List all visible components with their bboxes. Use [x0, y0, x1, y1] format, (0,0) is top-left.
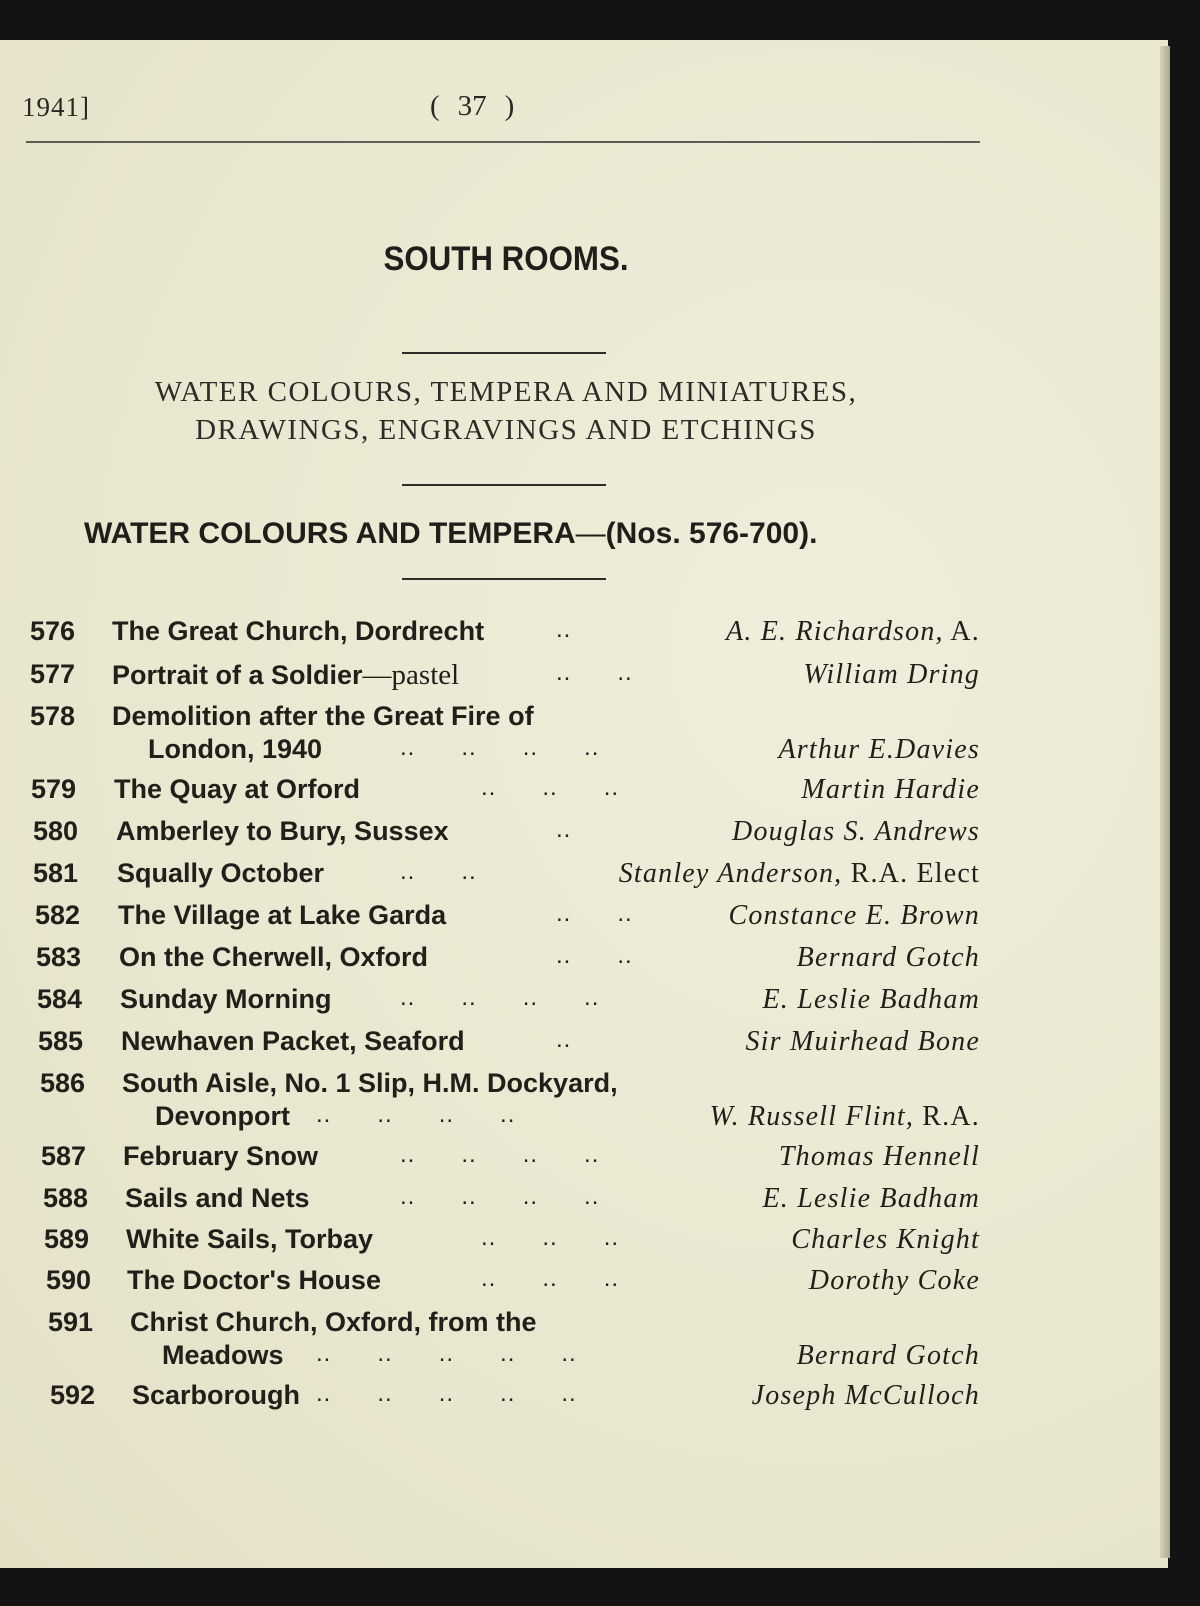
entry-title: Squally October — [117, 858, 325, 888]
entry-work — [114, 774, 360, 805]
entry-title: February Snow — [123, 1141, 319, 1171]
leader-dots: .. .. — [556, 942, 633, 969]
entry-artist — [778, 734, 980, 766]
subheading-line-2: DRAWINGS, ENGRAVINGS AND ETCHINGS — [195, 414, 817, 446]
divider-rule-2 — [402, 484, 606, 486]
entry-number: 579 — [31, 774, 77, 804]
entry-number: 590 — [46, 1265, 92, 1295]
artist-name: Constance E. Brown — [728, 900, 980, 931]
artist-name: E. Leslie Badham — [762, 984, 980, 1015]
entry-number: 589 — [44, 1224, 90, 1254]
entry-title: South Aisle, No. 1 Slip, H.M. Dockyard, — [122, 1068, 618, 1098]
entry-work — [123, 1141, 318, 1172]
entry-title: Christ Church, Oxford, from the — [130, 1307, 537, 1337]
entry-work — [122, 1068, 618, 1099]
entry-number: 591 — [48, 1307, 94, 1337]
leader-dots: .. .. .. — [481, 774, 620, 801]
artist-name: William Dring — [803, 659, 980, 690]
leader-dots: .. .. — [400, 858, 477, 885]
leader-dots: .. .. .. .. — [400, 984, 600, 1011]
artist-distinction: R.A. — [914, 1101, 980, 1132]
catalogue-entry — [0, 1224, 990, 1264]
entry-medium: —pastel — [362, 659, 460, 691]
page-title: SOUTH ROOMS. — [383, 240, 629, 278]
entry-title: The Great Church, Dordrecht — [112, 616, 485, 646]
catalogue-entry — [0, 816, 990, 856]
leader-dots: .. .. .. .. — [400, 1183, 600, 1210]
entry-work — [112, 659, 459, 692]
entry-number: 581 — [33, 858, 79, 888]
entry-work — [118, 900, 446, 931]
artist-distinction: R.A. Elect — [842, 858, 980, 889]
artist-name: Dorothy Coke — [808, 1265, 980, 1296]
entry-number: 588 — [43, 1183, 89, 1213]
entry-number: 578 — [30, 701, 76, 731]
entry-work — [112, 701, 534, 732]
entry-title-continuation: Meadows — [162, 1340, 284, 1370]
entry-work — [126, 1224, 373, 1255]
leader-dots: .. — [556, 816, 572, 843]
entry-title-continuation: London, 1940 — [148, 734, 323, 764]
page-number-close: ) — [504, 90, 515, 122]
leader-dots: .. .. .. .. — [400, 734, 600, 761]
entry-number: 583 — [36, 942, 82, 972]
catalogue-entry — [0, 900, 990, 940]
entry-number: 592 — [50, 1380, 96, 1410]
divider-rule-3 — [402, 578, 606, 580]
catalogue-entry — [0, 1068, 990, 1142]
entry-number: 585 — [38, 1026, 84, 1056]
section-heading — [84, 517, 817, 551]
leader-dots: .. .. — [556, 659, 633, 686]
catalogue-entry — [0, 858, 990, 898]
entry-title: Sunday Morning — [120, 984, 332, 1014]
entry-title: Sails and Nets — [125, 1183, 310, 1213]
entry-artist — [779, 1141, 980, 1173]
artist-name: Bernard Gotch — [796, 1340, 980, 1371]
entry-work — [116, 816, 449, 847]
entry-title: The Quay at Orford — [114, 774, 361, 804]
entry-number: 584 — [37, 984, 83, 1014]
artist-name: A. E. Richardson, — [726, 616, 944, 647]
artist-name: Douglas S. Andrews — [732, 816, 980, 847]
entry-artist — [797, 1340, 980, 1372]
catalogue-entry — [0, 1141, 990, 1181]
leader-dots: .. .. .. .. .. — [316, 1380, 577, 1407]
subheading-line-1: WATER COLOURS, TEMPERA AND MINIATURES, — [154, 376, 858, 408]
page-number-open: ( — [430, 90, 440, 122]
entry-title: Scarborough — [132, 1380, 301, 1410]
artist-name: Thomas Hennell — [778, 1141, 980, 1172]
entry-work — [120, 984, 332, 1015]
entry-title: Amberley to Bury, Sussex — [116, 816, 449, 846]
entry-work — [121, 1026, 465, 1057]
entry-artist — [726, 616, 980, 648]
entry-artist — [710, 1101, 980, 1133]
entry-title: The Village at Lake Garda — [118, 900, 447, 930]
artist-name: Charles Knight — [791, 1224, 980, 1255]
catalogue-entry — [0, 942, 990, 982]
header-rule — [26, 141, 980, 143]
entry-work — [132, 1380, 300, 1411]
entry-title: The Doctor's House — [127, 1265, 381, 1295]
entry-work — [119, 942, 428, 973]
catalogue-entry — [0, 616, 990, 656]
artist-name: Bernard Gotch — [796, 942, 980, 973]
entry-artist — [762, 984, 980, 1016]
entry-artist — [797, 942, 980, 974]
catalogue-entry — [0, 1307, 990, 1381]
entry-title: Portrait of a Soldier — [112, 660, 363, 690]
entry-number: 587 — [41, 1141, 87, 1171]
entry-title: Newhaven Packet, Seaford — [121, 1026, 465, 1056]
section-dash: — — [575, 517, 606, 550]
entry-work — [125, 1183, 310, 1214]
divider-rule-1 — [402, 352, 606, 354]
leader-dots: .. .. — [556, 900, 633, 927]
artist-name: Sir Muirhead Bone — [745, 1026, 980, 1057]
entry-artist — [801, 774, 980, 806]
catalogue-entry — [0, 1265, 990, 1305]
leader-dots: .. .. .. .. — [400, 1141, 600, 1168]
catalogue-entry — [0, 774, 990, 814]
leader-dots: .. .. .. .. — [316, 1101, 516, 1128]
entry-title-continuation: Devonport — [155, 1101, 290, 1131]
entry-work — [117, 858, 324, 889]
entry-title: White Sails, Torbay — [126, 1224, 374, 1254]
entry-work — [127, 1265, 381, 1296]
catalogue-entry — [0, 1380, 990, 1420]
artist-name: Stanley Anderson, — [618, 858, 843, 889]
artist-name: Arthur E.Davies — [778, 734, 980, 765]
catalogue-entry — [0, 984, 990, 1024]
entry-artist — [619, 858, 980, 890]
entry-artist — [752, 1380, 980, 1412]
leader-dots: .. .. .. — [481, 1224, 620, 1251]
artist-name: W. Russell Flint, — [709, 1101, 915, 1132]
artist-name: Joseph McCulloch — [751, 1380, 980, 1411]
artist-distinction: A. — [943, 616, 980, 647]
section-range: (Nos. 576-700). — [605, 517, 818, 550]
entry-number: 580 — [33, 816, 79, 846]
entry-work — [130, 1307, 537, 1338]
section-label: WATER COLOURS AND TEMPERA — [84, 517, 576, 550]
entry-artist — [791, 1224, 980, 1256]
entry-artist — [809, 1265, 980, 1297]
entry-artist — [745, 1026, 980, 1058]
artist-name: Martin Hardie — [801, 774, 980, 805]
entry-title: On the Cherwell, Oxford — [119, 942, 429, 972]
entry-title: Demolition after the Great Fire of — [112, 701, 534, 731]
catalogue-entry — [0, 1183, 990, 1223]
entry-artist — [728, 900, 980, 932]
entry-artist — [762, 1183, 980, 1215]
entry-work — [112, 616, 484, 647]
entry-artist — [732, 816, 980, 848]
entry-number: 577 — [30, 659, 76, 689]
entry-number: 576 — [30, 616, 76, 646]
page-number-header — [430, 90, 514, 123]
leader-dots: .. — [556, 616, 572, 643]
leader-dots: .. .. .. .. .. — [316, 1340, 577, 1367]
header-year: 1941] — [22, 92, 90, 122]
catalogue-entry — [0, 701, 990, 775]
leader-dots: .. .. .. — [481, 1265, 620, 1292]
leader-dots: .. — [556, 1026, 572, 1053]
page-number: 37 — [457, 90, 487, 122]
page-edge — [1160, 46, 1170, 1558]
entry-number: 586 — [40, 1068, 86, 1098]
catalogue-entry — [0, 659, 990, 699]
artist-name: E. Leslie Badham — [762, 1183, 980, 1214]
catalogue-entry — [0, 1026, 990, 1066]
entry-number: 582 — [35, 900, 81, 930]
entry-artist — [803, 659, 980, 691]
